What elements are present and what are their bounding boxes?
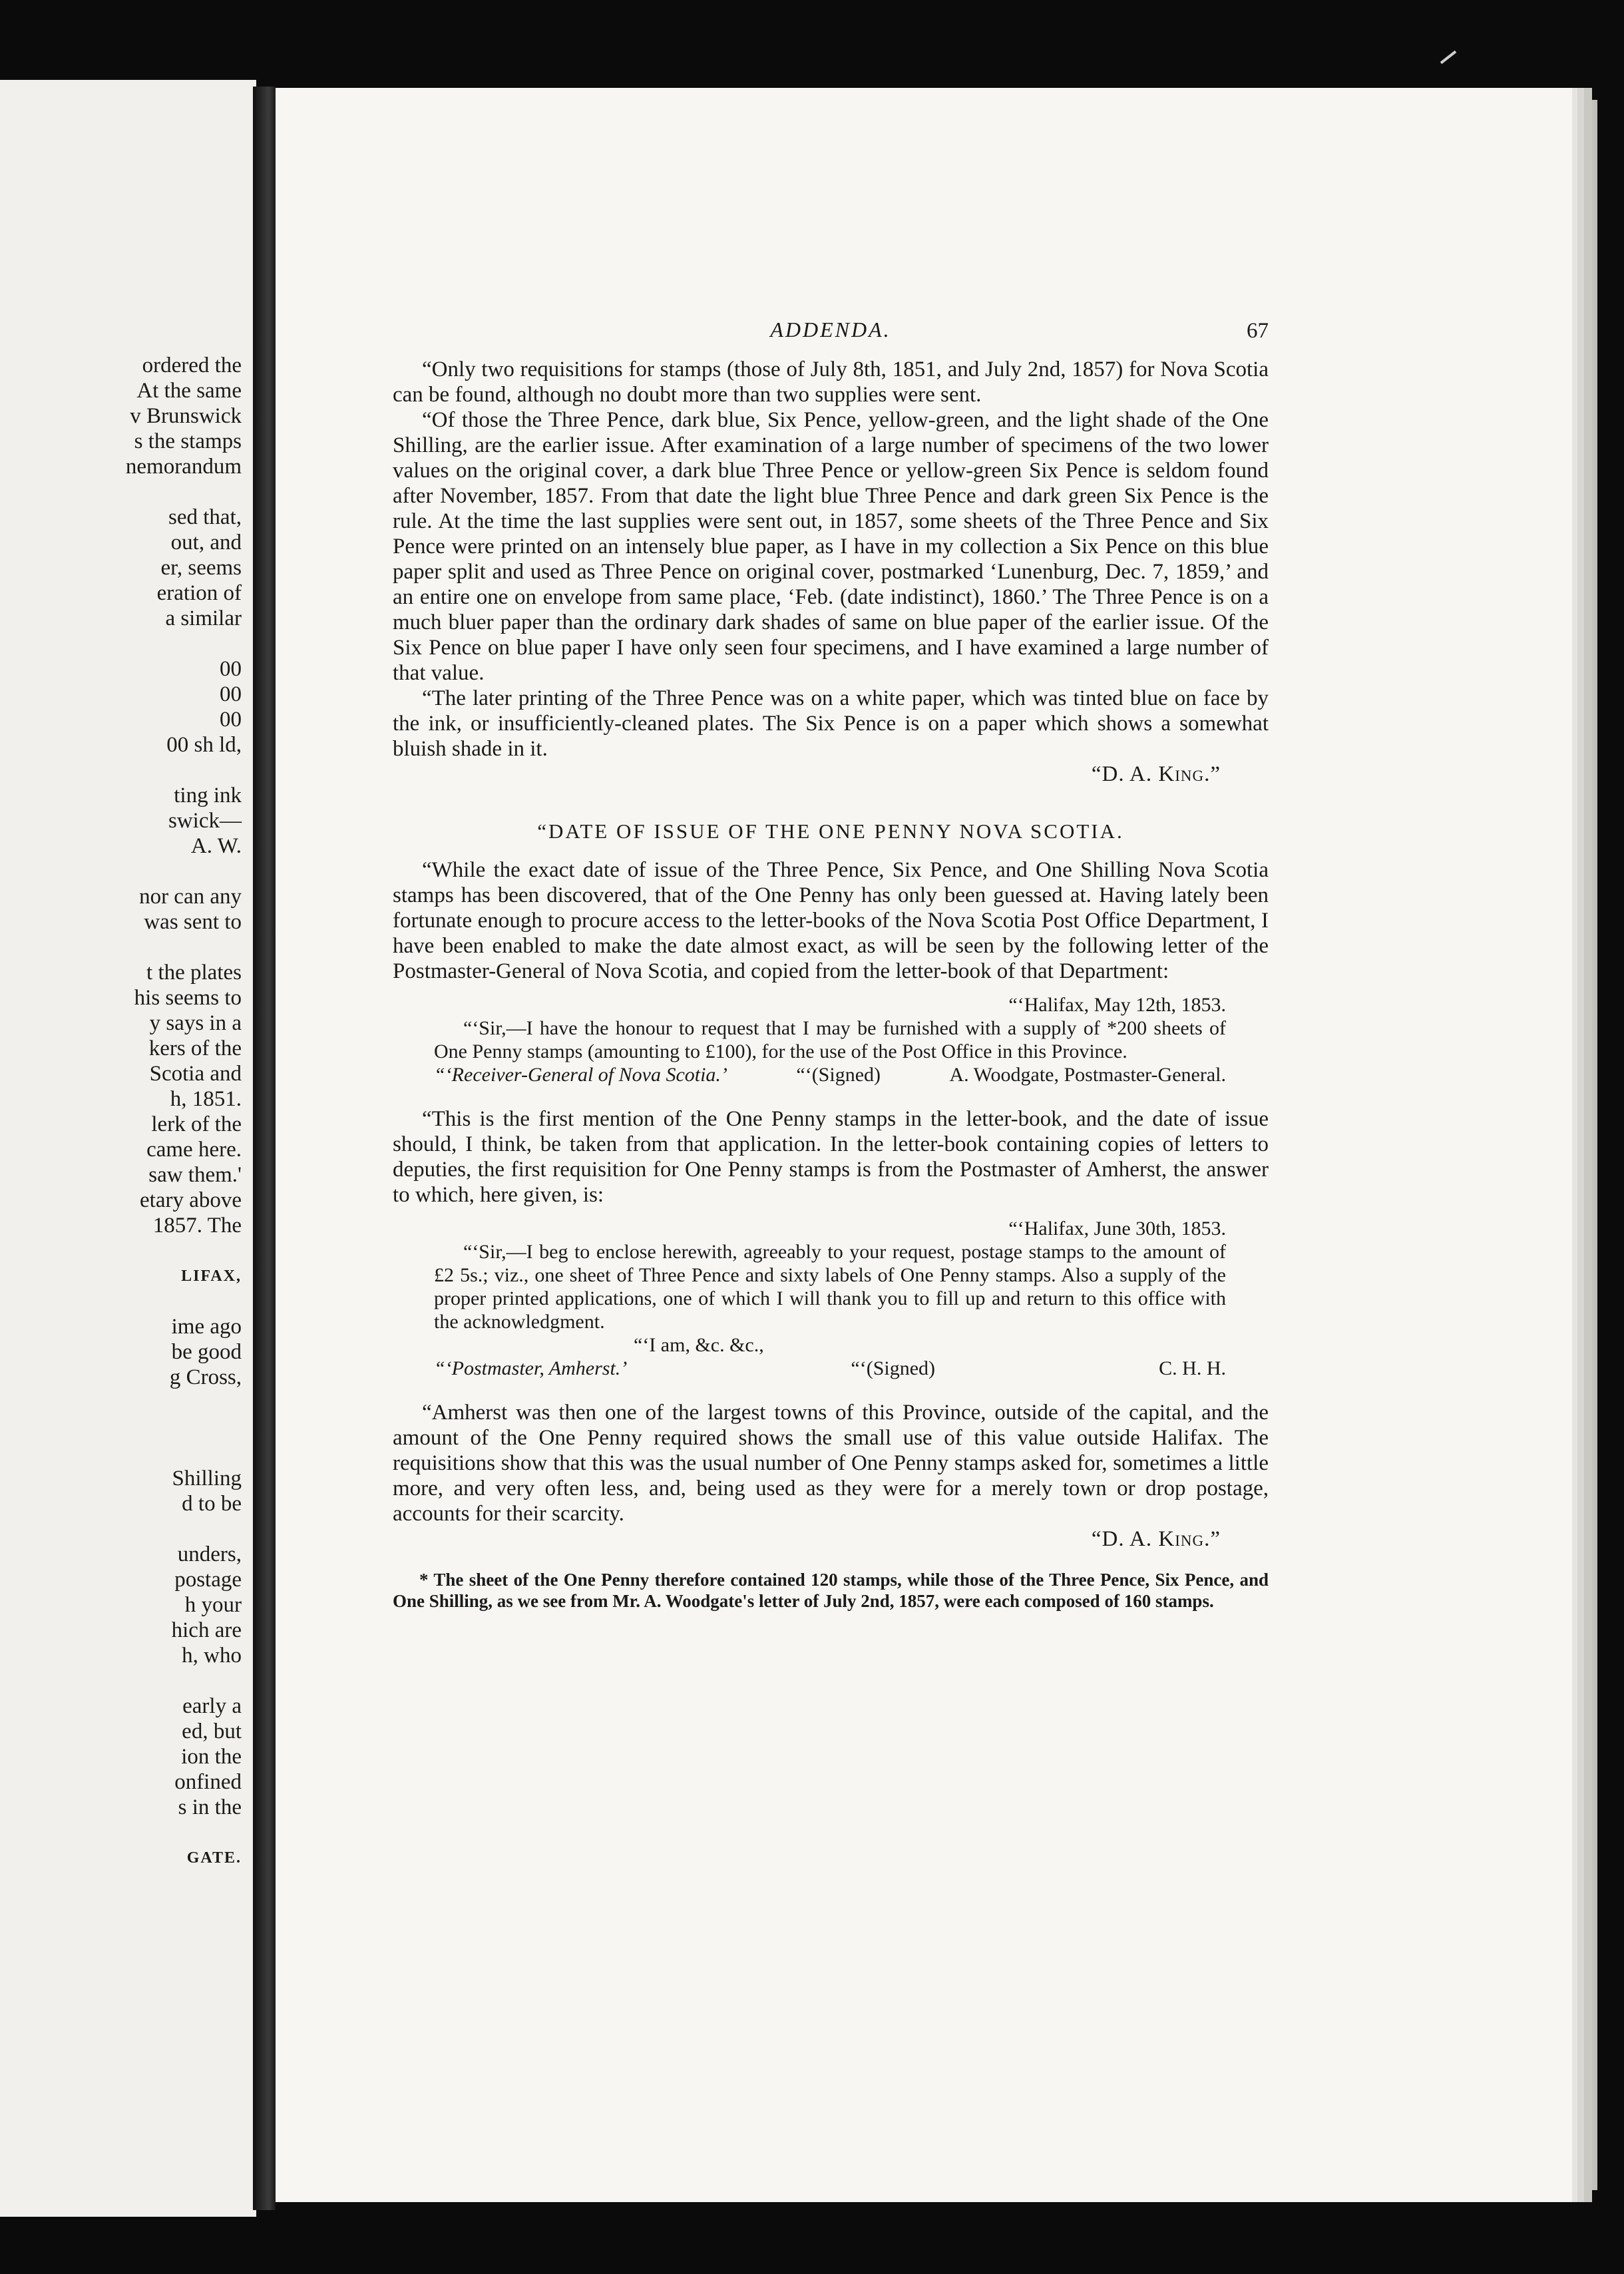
letter-amherst — [434, 1217, 1226, 1380]
left-page-line: nemorandum — [125, 455, 242, 479]
left-page-line — [0, 1390, 242, 1415]
left-page-line: early a — [182, 1694, 242, 1718]
left-page-line: out, and — [170, 531, 242, 555]
letter-body: “‘Sir,—I have the honour to request that I may be furnished with a supply of *200 sheets of One Penny stamps (amounting to £100), for the use of the Post Office in this Province. — [434, 1017, 1226, 1062]
left-page-line: nor can any — [139, 885, 242, 909]
running-title: ADDENDA. — [770, 318, 891, 341]
book-gutter — [253, 87, 276, 2210]
left-page-line: was sent to — [144, 910, 242, 934]
left-page-line: GATE. — [186, 1849, 242, 1867]
left-page-line — [0, 859, 242, 884]
left-page-line — [0, 1820, 242, 1845]
left-page-line: h, who — [182, 1644, 242, 1668]
left-page-line: lerk of the — [151, 1112, 242, 1136]
left-page-line — [0, 935, 242, 960]
left-page-line: d to be — [182, 1492, 242, 1516]
left-page-line — [0, 1668, 242, 1694]
letter-signature-row — [434, 1357, 1226, 1380]
left-page-line: sed that, — [168, 505, 242, 529]
letter-recipient: “‘Postmaster, Amherst.’ — [434, 1357, 628, 1379]
left-page-line — [0, 1415, 242, 1441]
left-page-line: 1857. The — [152, 1214, 242, 1238]
running-header — [393, 313, 1269, 357]
page-number: 67 — [1247, 319, 1269, 343]
letter-closing: “‘I am, &c. &c., — [634, 1334, 764, 1356]
left-page-line — [0, 1516, 242, 1542]
left-page-line: ion the — [181, 1745, 242, 1769]
letter-signed: “‘(Signed) — [851, 1357, 936, 1379]
paragraph-requisitions: “Only two requisitions for stamps (those of July 8th, 1851, and July 2nd, 1857) for Nova Scotia can be found, although no doubt more than two supplies were sent. — [393, 357, 1269, 407]
letter-recipient: “‘Receiver-General of Nova Scotia.’ — [434, 1064, 727, 1086]
left-page-line: ime ago — [171, 1315, 242, 1339]
paragraph-first-mention: “This is the first mention of the One Penny stamps in the letter-book, and the date of issue should, I think, be taken from that application. In the letter-book containing copies of letters to deputies, the first requisition for One Penny stamps is from the Postmaster of Amherst, the answer to which, here given, is: — [393, 1107, 1269, 1207]
left-page-line: Scotia and — [149, 1062, 242, 1086]
letter-body: “‘Sir,—I beg to enclose herewith, agreeably to your request, postage stamps to the amount of £2 5s.; viz., one sheet of Three Pence and sixty labels of One Penny stamps. Also a supply of the proper printed applications, one of which I will thank you to fill up and return to this office with the acknowledgment. — [434, 1241, 1226, 1333]
corner-mark — [1440, 51, 1457, 64]
left-page-line: LIFAX, — [181, 1267, 242, 1285]
left-page-line: onfined — [174, 1770, 242, 1794]
left-page-line: ting ink — [174, 784, 242, 807]
left-page-line: s in the — [178, 1795, 242, 1819]
left-page-line: 00 — [220, 708, 242, 732]
right-page — [276, 88, 1572, 2202]
left-page-line: s the stamps — [134, 429, 242, 453]
section-heading: “DATE OF ISSUE OF THE ONE PENNY NOVA SCOTIA. — [537, 819, 1124, 843]
page-edges — [1572, 100, 1597, 2190]
left-page-line: swick— — [168, 809, 242, 833]
left-page-line: unders, — [177, 1542, 242, 1566]
left-page-line — [0, 1289, 242, 1314]
paragraph-date-of-issue: “While the exact date of issue of the Three Pence, Six Pence, and One Shilling Nova Scotia stamps has been discovered, that of the One Penny has only been guessed at. Having lately been fortunate enough to procure access to the letter-books of the Nova Scotia Post Office Department, I have been enabled to make the date almost exact, as will be seen by the following letter of the Postmaster-General of Nova Scotia, and copied from the letter-book of that Department: — [393, 858, 1269, 983]
left-page-line — [0, 758, 242, 783]
left-page-line: came here. — [146, 1138, 242, 1162]
left-page-line: 00 — [220, 657, 242, 681]
left-facing-page — [0, 80, 256, 2217]
signature-king: “D. A. King.” — [1091, 762, 1221, 786]
letter-closing-row — [434, 1333, 1226, 1357]
left-page-line: 00 — [220, 682, 242, 706]
left-page-line: At the same — [136, 379, 242, 403]
paragraph-earlier-issue: “Of those the Three Pence, dark blue, Six Pence, yellow-green, and the light shade of the One Shilling, are the earlier issue. After examination of a large number of specimens of the two lower values on the original cover, a dark blue Three Pence or yellow-green Six Pence is seldom found after November, 1857. From that date the light blue Three Pence and dark green Six Pence is the rule. At the time the last supplies were sent out, in 1857, some sheets of the Three Pence and Six Pence were printed on an intensely blue paper, as I have in my collection a Six Pence on this blue paper split and used as Three Pence on original cover, postmarked ‘Lunenburg, Dec. 7, 1859,’ and an entire one on envelope from same place, ‘Feb. (date indistinct), 1860.’ The Three Pence is on a much bluer paper than the ordinary dark shades of same on blue paper of the earlier issue. Of the Six Pence on blue paper I have only seen four specimens, and I have examined a large number of that value. — [393, 408, 1269, 685]
letter-signature-row — [434, 1063, 1226, 1086]
left-page-line: saw them.' — [148, 1163, 242, 1187]
left-page-line: kers of the — [148, 1036, 242, 1060]
signature-king: “D. A. King.” — [1091, 1527, 1221, 1551]
left-page-line: ordered the — [142, 353, 242, 377]
letter-date: “‘Halifax, May 12th, 1853. — [1008, 994, 1226, 1016]
left-page-line — [0, 1441, 242, 1466]
left-page-line: A. W. — [190, 834, 242, 858]
left-page-line: v Brunswick — [130, 404, 242, 428]
letter-date: “‘Halifax, June 30th, 1853. — [1008, 1218, 1226, 1240]
letter-woodgate — [434, 993, 1226, 1086]
left-page-line — [0, 1238, 242, 1263]
left-page-line: hich are — [171, 1618, 242, 1642]
left-page-line: postage — [174, 1568, 242, 1592]
left-page-line: y says in a — [149, 1011, 242, 1035]
letter-signed: “‘(Signed) — [796, 1064, 881, 1086]
left-page-line: be good — [171, 1340, 242, 1364]
left-page-line: ed, but — [182, 1719, 242, 1743]
left-page-text — [0, 353, 242, 1871]
left-page-line: a similar — [165, 606, 242, 630]
left-page-line: Shilling — [172, 1467, 242, 1490]
left-page-line: t the plates — [146, 961, 242, 985]
left-page-line: eration of — [156, 581, 242, 605]
letter-signer: A. Woodgate, Postmaster-General. — [949, 1064, 1226, 1086]
page-content — [393, 313, 1269, 1612]
letter-signer: C. H. H. — [1159, 1357, 1226, 1379]
left-page-line: 00 sh ld, — [166, 733, 242, 757]
left-page-line — [0, 631, 242, 656]
left-page-line — [0, 479, 242, 505]
paragraph-later-printing: “The later printing of the Three Pence was on a white paper, which was tinted blue on face by the ink, or insufficiently-cleaned plates. The Six Pence is on a paper which shows a somewhat bluish shade in it. — [393, 686, 1269, 761]
left-page-line: g Cross, — [169, 1365, 242, 1389]
left-page-line: etary above — [140, 1188, 242, 1212]
left-page-line: er, seems — [160, 556, 242, 580]
paragraph-amherst: “Amherst was then one of the largest towns of this Province, outside of the capital, and the amount of the One Penny required shows the small use of this value outside Halifax. The requisitions show that this was the usual number of One Penny stamps asked for, sometimes a little more, and very often less, and, being used as they were for a merely town or drop postage, accounts for their scarcity. — [393, 1401, 1269, 1526]
footnote: * The sheet of the One Penny therefore contained 120 stamps, while those of the Three Pence, Six Pence, and One Shilling, as we see from Mr. A. Woodgate's letter of July 2nd, 1857, were each composed of 160 stamps. — [393, 1570, 1269, 1611]
left-page-line: h, 1851. — [170, 1087, 242, 1111]
left-page-line: h your — [184, 1593, 242, 1617]
left-page-line: his seems to — [134, 986, 242, 1010]
